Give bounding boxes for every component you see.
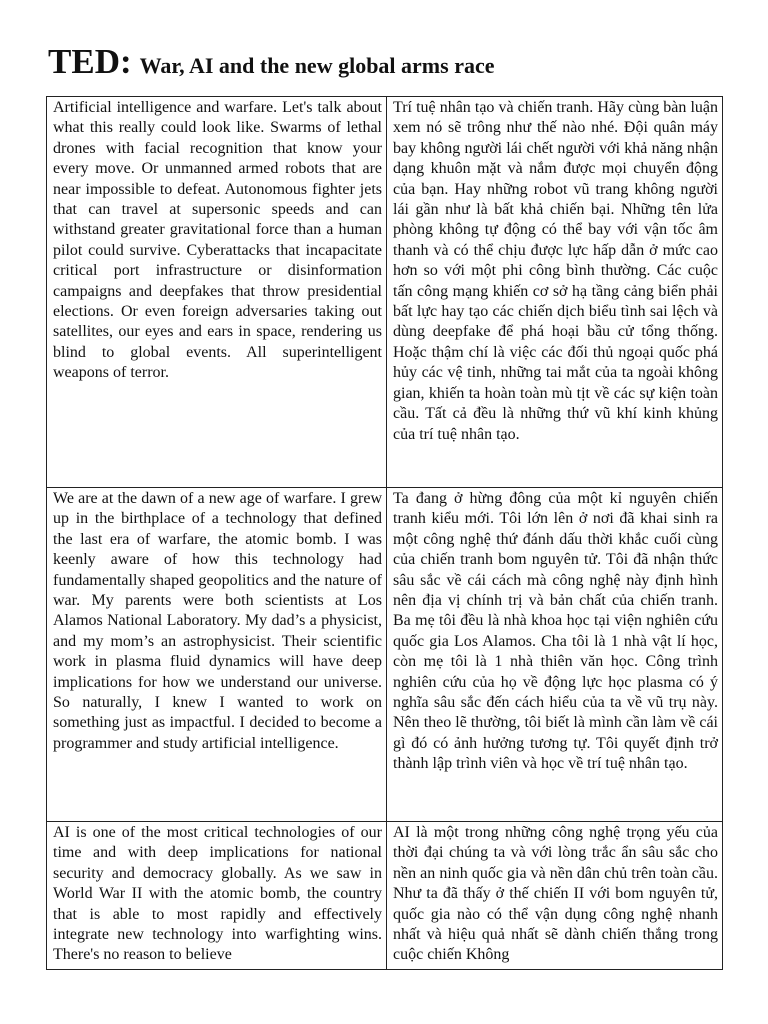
vietnamese-cell: AI là một trong những công nghệ trọng yếu của thời đại chúng ta và với lòng trắc ẩn sâu sắc cho nền an ninh quốc gia và nền dân chủ trên toàn cầu. Như ta đã thấy ở thế chiến II với bom nguyên tử, quốc gia nào có thể vận dụng công nghệ nhanh nhất và hiệu quả nhất sẽ dành chiến thắng trong cuộc chiến Không xyxy=(387,822,723,970)
english-cell: We are at the dawn of a new age of warfare. I grew up in the birthplace of a technology that defined the last era of warfare, the atomic bomb. I was keenly aware of how this technology had fundamentally shaped geopolitics and the nature of war. My parents were both scientists at Los Alamos National Laboratory. My dad’s a physicist, and my mom’s an astrophysicist. Their scientific work in plasma fluid dynamics will have deep implications for how we understand our universe. So naturally, I knew I wanted to work on something just as impactful. I decided to become a programmer and study artificial intelligence. xyxy=(47,488,387,822)
page-title xyxy=(48,44,494,79)
table-row xyxy=(47,97,723,488)
title-main: War, AI and the new global arms race xyxy=(139,53,495,78)
english-cell: AI is one of the most critical technologies of our time and with deep implications for national security and democracy globally. As we saw in World War II with the atomic bomb, the country that is able to most rapidly and effectively integrate new technology into warfighting wins. There's no reason to believe xyxy=(47,822,387,970)
vietnamese-cell: Trí tuệ nhân tạo và chiến tranh. Hãy cùng bàn luận xem nó sẽ trông như thế nào nhé. Đội quân máy bay không người lái chết người với khả năng nhận dạng khuôn mặt và nắm được mọi chuyển động của bạn. Hay những robot vũ trang không người lái gần như là bất khả chiến bại. Những tên lửa phòng không tự động có thể bay với vận tốc âm thanh và có thể chịu được lực hấp dẫn ở mức cao hơn so với một phi công bình thường. Các cuộc tấn công mạng khiến cơ sở hạ tầng cảng biển phải bất lực hay tạo các chiến dịch biểu tình sai lệch và dùng deepfake để phá hoại bầu cử tổng thống. Hoặc thậm chí là việc các đối thủ ngoại quốc phá hủy các vệ tinh, những tai mắt của ta ngoài không gian, khiến ta hoàn toàn mù tịt về các sự kiện toàn cầu. Tất cả đều là những thứ vũ khí kinh khủng của trí tuệ nhân tạo. xyxy=(387,97,723,488)
english-cell: Artificial intelligence and warfare. Let's talk about what this really could look like. Swarms of lethal drones with facial recognition that know your every move. Or unmanned armed robots that are near impossible to defeat. Autonomous fighter jets that can travel at supersonic speeds and can withstand greater gravitational force than a human pilot could survive. Cyberattacks that incapacitate critical port infrastructure or disinformation campaigns and deepfakes that throw presidential elections. Or even foreign adversaries taking out satellites, our eyes and ears in space, rendering us blind to global events. All superintelligent weapons of terror. xyxy=(47,97,387,488)
bilingual-transcript-table xyxy=(46,96,723,970)
table-row xyxy=(47,822,723,970)
table-row xyxy=(47,488,723,822)
title-prefix: TED: xyxy=(48,42,132,81)
vietnamese-cell: Ta đang ở hừng đông của một kỉ nguyên chiến tranh kiểu mới. Tôi lớn lên ở nơi đã khai sinh ra một công nghệ thứ đánh dấu thời khắc cuối cùng của chiến tranh bom nguyên tử. Tôi đã nhận thức sâu sắc về cái cách mà công nghệ này định hình nên địa vị chính trị và bản chất của chiến tranh. Ba mẹ tôi đều là nhà khoa học tại viện nghiên cứu quốc gia Los Alamos. Cha tôi là 1 nhà vật lí học, còn mẹ tôi là 1 nhà thiên văn học. Công trình nghiên cứu của họ về động lực học plasma có ý nghĩa sâu sắc đến cách hiểu của ta về vũ trụ này. Nên theo lẽ thường, tôi biết là mình cần làm về cái gì đó có ảnh hưởng tương tự. Tôi quyết định trở thành lập trình viên và học về trí tuệ nhân tạo. xyxy=(387,488,723,822)
